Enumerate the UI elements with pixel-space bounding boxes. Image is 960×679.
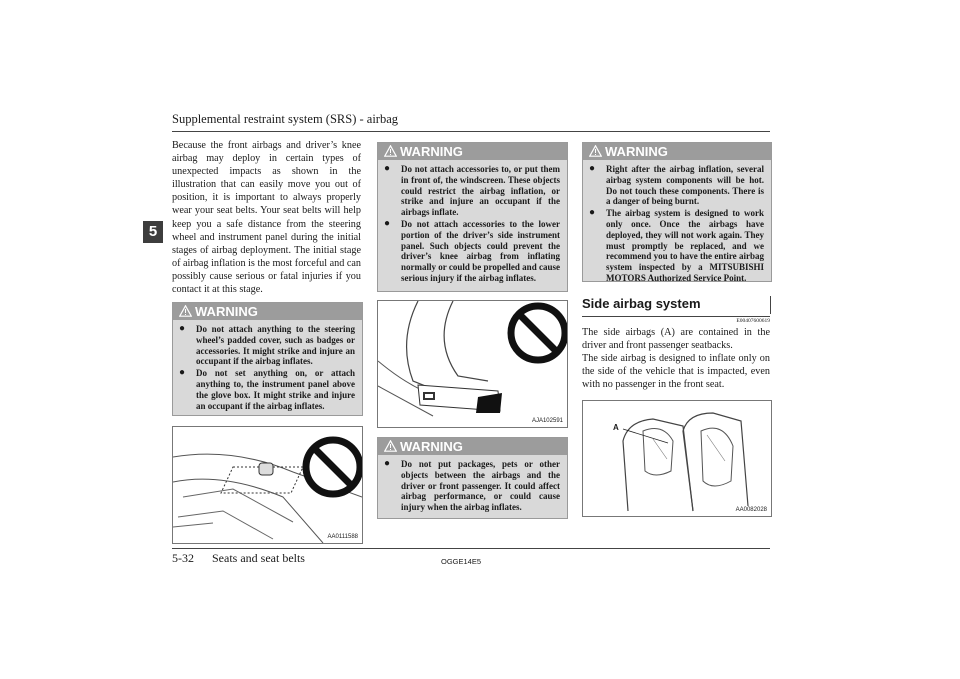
warning-title: WARNING bbox=[400, 439, 463, 454]
bullet-icon: ● bbox=[179, 367, 186, 379]
running-header: Supplemental restraint system (SRS) - airbag bbox=[172, 112, 399, 126]
document-code: OGGE14E5 bbox=[441, 557, 482, 566]
footer-rule bbox=[172, 548, 770, 549]
side-airbag-text bbox=[582, 326, 770, 391]
warning-triangle-icon bbox=[384, 144, 397, 161]
warning-item-text: Do not put packages, pets or other objects between the airbags and the driver or front passenger. It could affect airbag performance, or could cause injury when the airbag inflates. bbox=[401, 459, 560, 513]
figure-label-a: A bbox=[613, 423, 619, 432]
warning-box-windscreen bbox=[377, 142, 568, 292]
figure-code: AJA102591 bbox=[531, 418, 563, 424]
warning-title: WARNING bbox=[195, 304, 258, 319]
instrument-panel-illustration bbox=[173, 427, 362, 543]
warning-triangle-icon bbox=[589, 144, 602, 161]
warning-box-objects bbox=[377, 437, 568, 519]
warning-item-text: Right after the airbag inflation, several airbag system components will be hot. Do not touch these components. There is a danger of being burnt. bbox=[606, 164, 764, 207]
warning-list bbox=[378, 160, 567, 289]
column-1 bbox=[172, 139, 361, 296]
warning-item-text: Do not attach anything to the steering wheel’s padded cover, such as badges or accessories. It might strike and injure an occupant if the airbag inflates. bbox=[196, 324, 355, 367]
warning-item-text: Do not set anything on, or attach anything to, the instrument panel above the glove box. It might strike and injure an occupant if the airbag inflates. bbox=[196, 368, 355, 411]
warning-list bbox=[583, 160, 771, 289]
side-airbag-paragraph-2: The side airbag is designed to inflate only on the side of the vehicle that is impacted, even with no passenger in the front seat. bbox=[582, 353, 770, 391]
warning-item bbox=[384, 459, 560, 513]
warning-header bbox=[173, 303, 362, 320]
header-rule bbox=[172, 131, 770, 132]
knee-airbag-illustration bbox=[378, 301, 567, 427]
warning-header bbox=[378, 438, 567, 455]
bullet-icon: ● bbox=[589, 207, 596, 219]
warning-item bbox=[589, 164, 764, 207]
warning-box-steering bbox=[172, 302, 363, 416]
warning-item bbox=[384, 219, 560, 284]
bullet-icon: ● bbox=[589, 163, 596, 174]
warning-item bbox=[179, 368, 355, 411]
side-airbag-paragraph-1: The side airbags (A) are contained in the driver and front passenger seatbacks. bbox=[582, 327, 770, 352]
figure-side-airbag bbox=[582, 400, 772, 517]
chapter-tab: 5 bbox=[143, 221, 163, 243]
warning-item-text: Do not attach accessories to, or put them in front of, the windscreen. These objects could restrict the airbag inflation, or strike and injure an occupant if the airbags inflate. bbox=[401, 164, 560, 218]
intro-paragraph: Because the front airbags and driver’s knee airbag may deploy in certain types of unexpected impacts as shown in the illustration that can easily move you out of position, it is important to always properly wear your seat belts. Your seat belts will help keep you a safe distance from the steering wheel and instrument panel during the initial stages of airbag deployment. The initial stage of airbag inflation is the most forceful and can possibly cause serious or fatal injuries if you contact it at this stage. bbox=[172, 140, 361, 296]
section-code: E00407600619 bbox=[736, 318, 770, 324]
warning-box-hot-components bbox=[582, 142, 772, 282]
warning-item bbox=[384, 164, 560, 218]
figure-code: AA0082028 bbox=[735, 507, 767, 513]
figure-instrument-panel bbox=[172, 426, 363, 544]
warning-item bbox=[589, 208, 764, 284]
section-title: Side airbag system bbox=[582, 296, 771, 314]
warning-item-text: The airbag system is designed to work only once. Once the airbags have deployed, they will not work again. They must promptly be replaced, and we recommend you to have the entire airbag system inspected by a MITSUBISHI MOTORS Authorized Service Point. bbox=[606, 208, 764, 283]
bullet-icon: ● bbox=[384, 163, 391, 174]
bullet-icon: ● bbox=[179, 323, 186, 334]
bullet-icon: ● bbox=[384, 458, 391, 469]
warning-item bbox=[179, 324, 355, 367]
warning-triangle-icon bbox=[179, 304, 192, 321]
warning-list bbox=[173, 320, 362, 416]
warning-title: WARNING bbox=[605, 144, 668, 159]
footer-section: Seats and seat belts bbox=[212, 551, 305, 565]
warning-title: WARNING bbox=[400, 144, 463, 159]
warning-header bbox=[583, 143, 771, 160]
figure-code: AA0111588 bbox=[327, 534, 358, 540]
page-footer bbox=[172, 551, 305, 566]
warning-header bbox=[378, 143, 567, 160]
warning-list bbox=[378, 455, 567, 518]
warning-triangle-icon bbox=[384, 439, 397, 456]
section-rule bbox=[582, 316, 770, 317]
page-number: 5-32 bbox=[172, 551, 194, 565]
bullet-icon: ● bbox=[384, 217, 391, 229]
figure-knee-airbag bbox=[377, 300, 568, 428]
warning-item-text: Do not attach accessories to the lower portion of the driver’s side instrument panel. Such objects could prevent the driver’s knee airbag from inflating normally or could be propelled and cause serious injury if the airbag inflates. bbox=[401, 218, 560, 283]
seat-airbag-illustration bbox=[583, 401, 771, 516]
